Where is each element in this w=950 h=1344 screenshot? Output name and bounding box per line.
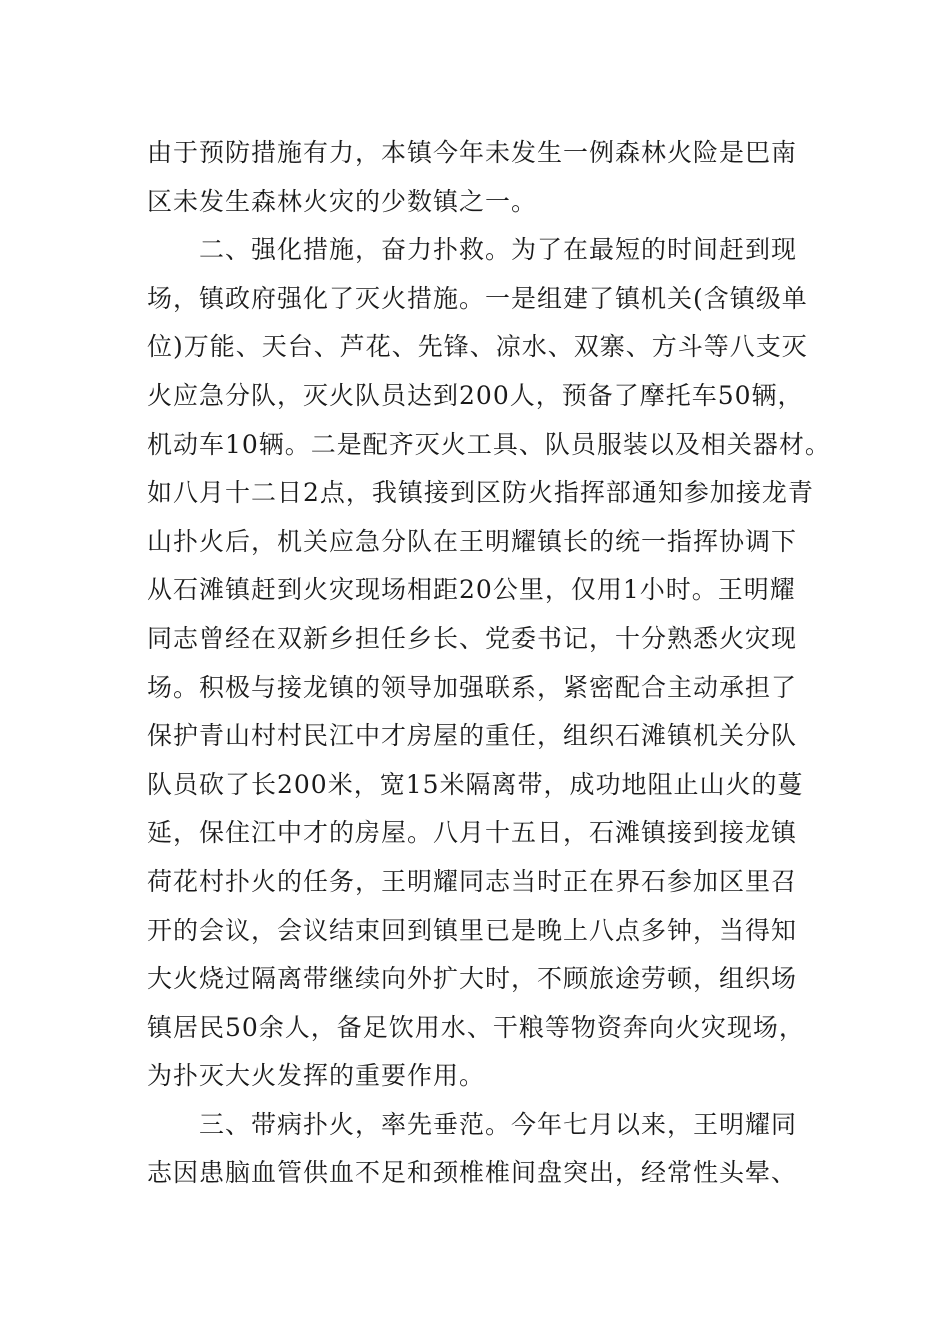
text-line: 荷花村扑火的任务，王明耀同志当时正在界石参加区里召 [147,866,798,896]
document-body [147,129,831,1198]
text-line: 大火烧过隔离带继续向外扩大时，不顾旅途劳顿，组织场 [147,964,798,994]
text-line: 从石滩镇赶到火灾现场相距20公里，仅用1小时。王明耀 [147,575,796,605]
text-line: 场，镇政府强化了灭火措施。一是组建了镇机关(含镇级单 [147,283,808,313]
text-line: 镇居民50余人，备足饮用水、干粮等物资奔向火灾现场， [147,1012,805,1042]
text-line: 保护青山村村民江中才房屋的重任，组织石滩镇机关分队 [147,721,798,751]
text-line: 开的会议，会议结束回到镇里已是晚上八点多钟，当得知 [147,915,798,945]
text-line: 为扑灭大火发挥的重要作用。 [147,1061,486,1091]
text-line: 二、强化措施，奋力扑救。为了在最短的时间赶到现 [147,235,798,265]
text-line: 位)万能、天台、芦花、先锋、凉水、双寨、方斗等八支灭 [147,332,808,362]
text-line: 队员砍了长200米，宽15米隔离带，成功地阻止山火的蔓 [147,769,804,799]
text-line: 同志曾经在双新乡担任乡长、党委书记，十分熟悉火灾现 [147,623,798,653]
text-line: 火应急分队，灭火队员达到200人，预备了摩托车50辆， [147,380,804,410]
text-line: 区未发生森林火灾的少数镇之一。 [147,186,538,216]
text-line: 场。积极与接龙镇的领导加强联系，紧密配合主动承担了 [147,672,798,702]
text-line: 山扑火后，机关应急分队在王明耀镇长的统一指挥协调下 [147,526,798,556]
text-line: 由于预防措施有力，本镇今年未发生一例森林火险是巴南 [147,138,798,167]
text-line: 机动车10辆。二是配齐灭火工具、队员服装以及相关器材。 [147,429,831,459]
text-line: 三、带病扑火，率先垂范。今年七月以来，王明耀同 [147,1109,798,1139]
text-line: 志因患脑血管供血不足和颈椎椎间盘突出，经常性头晕、 [147,1158,798,1188]
text-line: 延，保住江中才的房屋。八月十五日，石滩镇接到接龙镇 [147,818,798,848]
text-line: 如八月十二日2点，我镇接到区防火指挥部通知参加接龙青 [147,478,814,508]
